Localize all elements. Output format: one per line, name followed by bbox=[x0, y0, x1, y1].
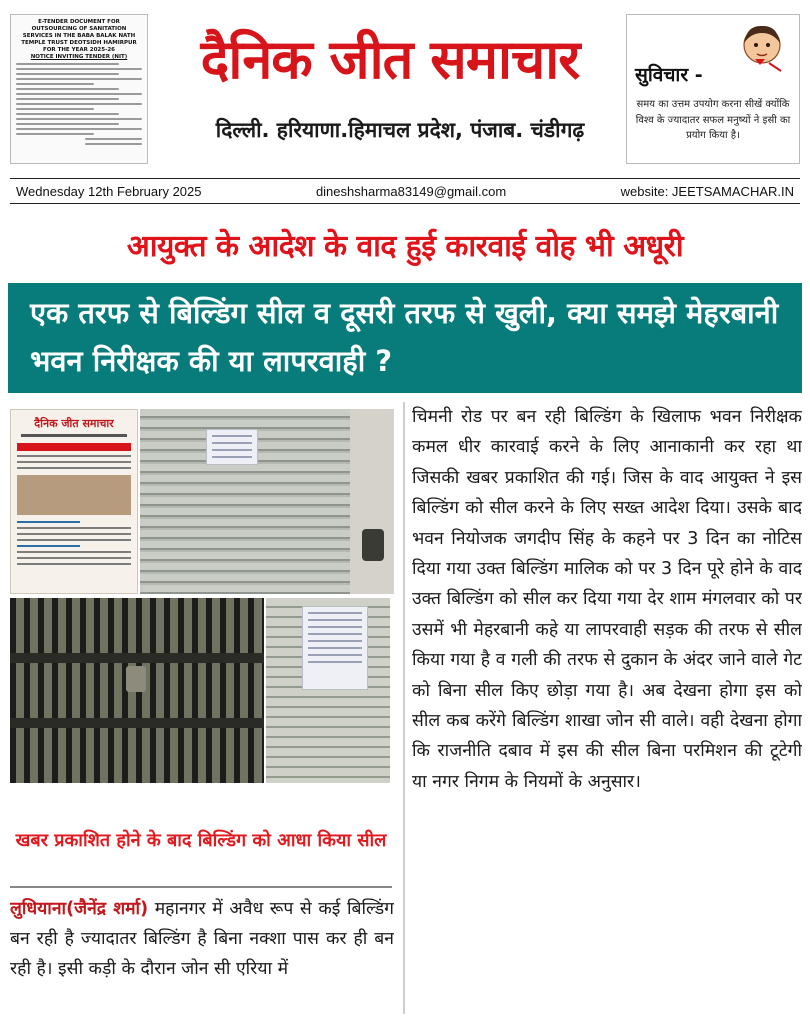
issue-date: Wednesday 12th February 2025 bbox=[16, 183, 202, 199]
article-subheadline: एक तरफ से बिल्डिंग सील व दूसरी तरफ से खुली, क्या समझे मेहरबानी भवन निरीक्षक की या लापरवाही ? bbox=[8, 283, 802, 393]
newspaper-regions: दिल्ली. हरियाणा.हिमाचल प्रदेश, पंजाब. चंडीगढ़ bbox=[215, 118, 585, 142]
thought-heading: सुविचार - bbox=[635, 64, 703, 86]
tender-notice-subheading: NOTICE INVITING TENDER (NIT) bbox=[30, 54, 128, 61]
thought-text: समय का उत्तम उपयोग करना सीखें क्योंकि विश्व के ज्यादातर सफल मनुष्यों ने इसी का प्रयोग किया है। bbox=[635, 99, 791, 141]
newspaper-clipping-photo bbox=[10, 409, 138, 594]
article-intro-text: महानगर में अवैध रूप से कई बिल्डिंग बन रही है ज्यादातर बिल्डिंग है बिना नक्शा पास कर ही बन रही है। इसी कड़ी के दौरान जोन सी एरिया में bbox=[10, 899, 394, 979]
article-byline: लुधियाना(जैनेंद्र शर्मा) bbox=[10, 899, 149, 919]
column-divider bbox=[403, 402, 405, 1014]
date-bar bbox=[10, 178, 800, 204]
sealed-shutter-photo bbox=[140, 409, 394, 594]
article-body-right: चिमनी रोड पर बन रही बिल्डिंग के खिलाफ भवन निरीक्षक कमल धीर कारवाई करने के लिए आनाकानी कर रहा था जिसकी खबर प्रकाशित की गई। जिस के वाद आयुक्त ने इस बिल्डिंग को सील करने के लिए सख्त आदेश दिया। उसके बाद भवन नियोजक जगदीप सिंह के कहने पर 3 दिन का नोटिस दिया गया उक्त बिल्डिंग मालिक को पर 3 दिन पूरे होने के वाद उक्त बिल्डिंग को सील कर दिया गया देर शाम मंगलवार को पर उसमें भी मेहरबानी कहे या लापरवाही सड़क की तरफ से सील किया गया है व गली की तरफ से दुकान के अंदर जाने वाले गेट को बिना सील किए छोड़ा गया है। अब देखना होगा इस को सील कब करेंगे बिल्डिंग शाखा जोन सी वाले। वही देखना होगा कि राजनीति दबाव में इस की सील बिना परमिशन की टूटेगी या नगर निगम के नियमों के अनुसार। bbox=[412, 407, 802, 792]
thought-of-the-day-box bbox=[626, 14, 800, 164]
thinker-avatar-icon bbox=[737, 21, 787, 73]
article-headline: आयुक्त के आदेश के वाद हुई कारवाई वोह भी अधूरी bbox=[126, 229, 684, 264]
article-body-left bbox=[10, 894, 394, 1019]
photo-caption: खबर प्रकाशित होने के बाद बिल्डिंग को आधा किया सील bbox=[15, 830, 387, 851]
clipping-title: दैनिक जीत समाचार bbox=[34, 417, 114, 430]
newspaper-title: दैनिक जीत समाचार bbox=[200, 28, 580, 91]
tender-notice-ad bbox=[10, 14, 148, 164]
open-gate-photo bbox=[10, 598, 264, 783]
website-link[interactable]: website: JEETSAMACHAR.IN bbox=[620, 183, 794, 199]
caption-divider bbox=[10, 886, 392, 888]
masthead bbox=[0, 0, 810, 178]
contact-email[interactable]: dineshsharma83149@gmail.com bbox=[315, 183, 507, 199]
tender-notice-heading: E-TENDER DOCUMENT FOR OUTSOURCING OF SANITATION SERVICES IN THE BABA BALAK NATH TEMPLE TRUST DEOTSIDH HAMIRPUR FOR THE YEAR 2025-26 bbox=[21, 19, 137, 53]
shutter-notice-photo bbox=[266, 598, 390, 783]
